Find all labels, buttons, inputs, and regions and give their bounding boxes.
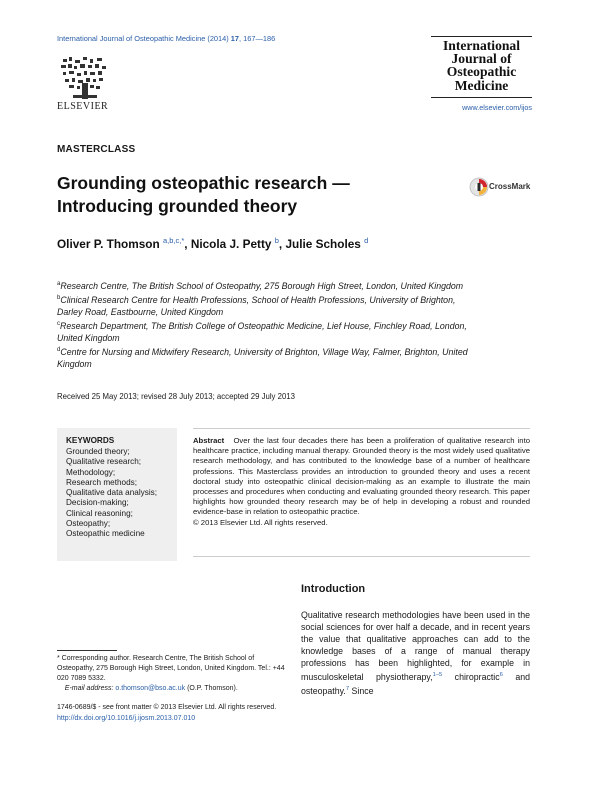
abstract-text: Over the last four decades there has been a proliferation of qualitative research into healthcare practice, including manual therapy. Grounded theory is the most widely used qualitative research methodology, and has contributed to the knowledge base of a number of healthcare professions. This Masterclass provides an introduction to grounded theory and uses a recent doctoral study into osteopathic clinical decision-making as an example to illustrate the main processes and procedures when conducting and evaluating grounded theory research. This paper highlights how grounded theory research may be of help in developing a robust and rounded evidence-base in relation to osteopathic practice.	[193, 436, 530, 517]
keyword-item: Decision-making;	[66, 498, 129, 508]
journal-logo-line: Medicine	[454, 77, 509, 93]
abstract-label: Abstract	[193, 436, 225, 445]
keyword-item: Qualitative data analysis;	[66, 488, 158, 498]
author-list: Oliver P. Thomson $^{a,b,c,*}$, Nicola J. Petty $^b$, Julie Scholes $^d$	[57, 236, 369, 251]
keyword-item: Clinical reasoning;	[66, 508, 133, 518]
crossmark-label[interactable]: CrossMark	[489, 182, 531, 191]
abstract-copyright: © 2013 Elsevier Ltd. All rights reserved.	[193, 517, 328, 527]
author-name[interactable]: Julie Scholes	[285, 236, 365, 251]
abstract	[193, 436, 530, 528]
section-label: MASTERCLASS	[57, 144, 136, 155]
keyword-item: Grounded theory;	[66, 447, 130, 456]
keyword-item: Qualitative research;	[66, 457, 142, 467]
affiliation-item: $^d$Centre for Nursing and Midwifery Research, University of Brighton, Village Way, Falmer, Brighton, United Kingdom	[57, 347, 468, 370]
journal-url-link[interactable]: www.elsevier.com/ijos	[462, 103, 532, 112]
keyword-item: Research methods;	[66, 477, 137, 487]
affiliation-item: $^a$Research Centre, The British School of Osteopathy, 275 Borough High Street, London, United Kingdom	[57, 280, 464, 291]
keyword-item: Methodology;	[66, 467, 116, 477]
affiliations	[57, 278, 477, 370]
reference-link[interactable]: 1–5	[432, 672, 443, 679]
author-name[interactable]: Nicola J. Petty	[190, 236, 275, 251]
author-name[interactable]: Oliver P. Thomson	[57, 236, 163, 251]
abstract-bottom-rule	[193, 556, 530, 557]
elsevier-wordmark: ELSEVIER	[57, 101, 109, 112]
journal-logo-line: Journal of	[451, 51, 512, 67]
introduction-heading: Introduction	[301, 583, 366, 595]
email-link[interactable]: o.thomson@bso.ac.uk	[115, 685, 186, 692]
footnote-rule	[57, 650, 117, 651]
keyword-item: Osteopathy;	[66, 519, 111, 529]
journal-logo-line: Osteopathic	[446, 64, 517, 80]
abstract-top-rule	[193, 428, 530, 429]
article-dates: Received 25 May 2013; revised 28 July 2013; accepted 29 July 2013	[57, 392, 295, 401]
doi-link[interactable]: http://dx.doi.org/10.1016/j.ijosm.2013.07.010	[57, 715, 196, 722]
affiliation-item: $^c$Research Department, The British College of Osteopathic Medicine, Lief House, Finchley Road, London, United Kingdom	[57, 321, 467, 344]
corresponding-email: E-mail address: o.thomson@bso.ac.uk (O.P. Thomson).	[64, 685, 238, 692]
corresponding-author-footnote: * Corresponding author. Research Centre, The British School of Osteopathy, 275 Borough High Street, London, United Kingdom. Tel.: +44 020 7089 5332.	[57, 655, 285, 682]
keyword-item: Osteopathic medicine	[66, 529, 145, 539]
keywords-heading: KEYWORDS	[66, 436, 115, 445]
author-affiliation-ref[interactable]: b	[274, 236, 279, 245]
author-affiliation-ref[interactable]: a,b,c,*	[162, 236, 185, 245]
journal-logo-line: International	[442, 38, 521, 53]
keywords-list	[66, 447, 166, 540]
introduction-paragraph: Qualitative research methodologies have been used in the social sciences for over half a decade, and in recent years the value that qualitative approaches can add to the knowledge bases of a range of manual therapy professions has been highlighted, for example in musculoskeletal physiotherapy,$^{1-5}$ chiropractic$^6$ and osteopathy.$^7$ Since	[301, 610, 530, 697]
reference-link[interactable]: 7	[345, 686, 350, 693]
journal-citation[interactable]: International Journal of Osteopathic Medicine (2014) 17, 167—186	[57, 34, 276, 43]
affiliation-item: $^b$Clinical Research Centre for Health Professions, School of Health Professions, University of Brighton, Darley Road, Eastbourne, United Kingdom	[57, 294, 456, 318]
issn-line: 1746-0689/$ - see front matter © 2013 Elsevier Ltd. All rights reserved.	[57, 704, 277, 711]
article-title: Grounding osteopathic research — Introducing grounded theory	[57, 173, 350, 216]
reference-link[interactable]: 6	[499, 672, 503, 679]
journal-logo	[431, 36, 532, 98]
author-affiliation-ref[interactable]: d	[364, 236, 369, 245]
